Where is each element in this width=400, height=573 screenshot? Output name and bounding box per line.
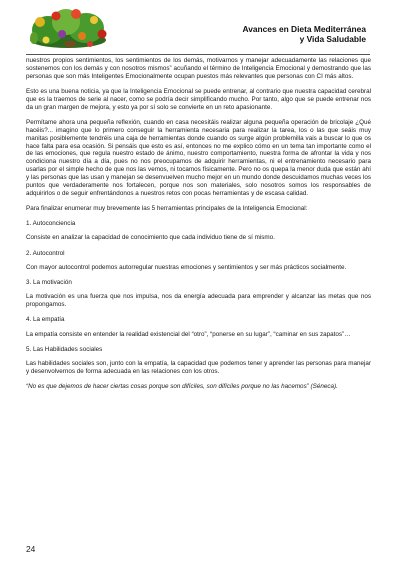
list-heading: 2. Autocontrol	[26, 249, 65, 257]
page-number: 24	[26, 544, 36, 554]
header-divider	[26, 54, 370, 55]
paragraph: La empatía consiste en entender la realidad existencial del “otro”, “ponerse en su lugar”, “caminar en sus zapatos”…	[26, 330, 351, 338]
mediterranean-food-logo	[26, 4, 110, 50]
header-title	[242, 24, 366, 44]
seneca-quote: “No es que dejemos de hacer ciertas cosas porque son difíciles, son difíciles porque no las hacemos” (Séneca).	[26, 382, 338, 390]
paragraph: Esto es una buena noticia, ya que la Inteligencia Emocional se puede entrenar, al contrario que nuestra capacidad cerebral que es la traemos de serie al nacer, como se podría decir simplificando mucho. Por tanto, algo que se puede entrenar nos da un gran margen de mejora, y esto ya por sí solo se convierte en un reto apasionante.	[26, 87, 371, 111]
paragraph: Las habilidades sociales son, junto con la empatía, la capacidad que podemos tener y aprender las personas para manejar y desenvolvernos de forma adecuada en las relaciones con los otros.	[26, 359, 371, 375]
paragraph: Para finalizar enumerar muy brevemente las 5 herramientas principales de la Inteligencia Emocional:	[26, 205, 308, 213]
page-header	[0, 0, 400, 58]
header-title-line1: Avances en Dieta Mediterránea	[242, 24, 366, 34]
paragraph: Permítame ahora una pequeña reflexión, cuando en casa necesitáis realizar alguna pequeña operación de bricolaje ¿Qué hacéis?... imagino que lo primero conseguir la herramienta necesaria para realizar la tarea, los o las que seáis muy manitas posiblemente tendréis una caja de herramientas donde cuando os surge algún problemilla vais a buscar lo que os hace falta para esa ocasión. Si pensáis que esto es así, entonces no me explico cómo en un tema tan importante como el de las emociones, que regula nuestro estado de ánimo, nuestro comportamiento, nuestra forma de afrontar la vida y nos condiciona nuestro día a día, pues no nos preocupamos de adquirir herramientas, ni el entrenamiento necesario para usarlas por el simple hecho de que nos las vemos, ni tocamos físicamente. Pero no os quepa la menor duda que están ahí y las personas que las usan y manejan se desenvuelven mucho mejor en un mundo donde descuidamos muchas veces los puntos que verdaderamente nos fortalecen, porque nos son materiales, solo nosotros somos los responsables de adquirirlos o de seguir enfrentándonos a nuestros retos con pocas herramientas y de escasa calidad.	[26, 118, 371, 197]
header-title-line2: y Vida Saludable	[299, 34, 366, 44]
list-heading: 3. La motivación	[26, 278, 72, 286]
list-heading: 1. Autoconciencia	[26, 220, 76, 228]
paragraph: Con mayor autocontrol podemos autorregular nuestras emociones y sentimientos y ser más prácticos socialmente.	[26, 263, 347, 271]
paragraph: Consiste en analizar la capacidad de conocimiento que cada individuo tiene de sí mismo.	[26, 234, 275, 242]
paragraph: La motivación es una fuerza que nos impulsa, nos da energía adecuada para emprender y alcanzar las metas que nos propongamos.	[26, 293, 371, 309]
list-heading: 4. La empatía	[26, 316, 65, 324]
article-body	[26, 57, 371, 398]
list-heading: 5. Las Habilidades sociales	[26, 345, 103, 353]
paragraph: nuestros propios sentimientos, los sentimientos de los demás, motivarnos y manejar adecuadamente las relaciones que sostenemos con los demás y con nosotros mismos” acuñando el término de Inteligencia Emocional y demostrando que las personas que son más Inteligentes Emocionalmente ocupan puestos más relevantes que personas con CI más altos.	[26, 57, 371, 80]
